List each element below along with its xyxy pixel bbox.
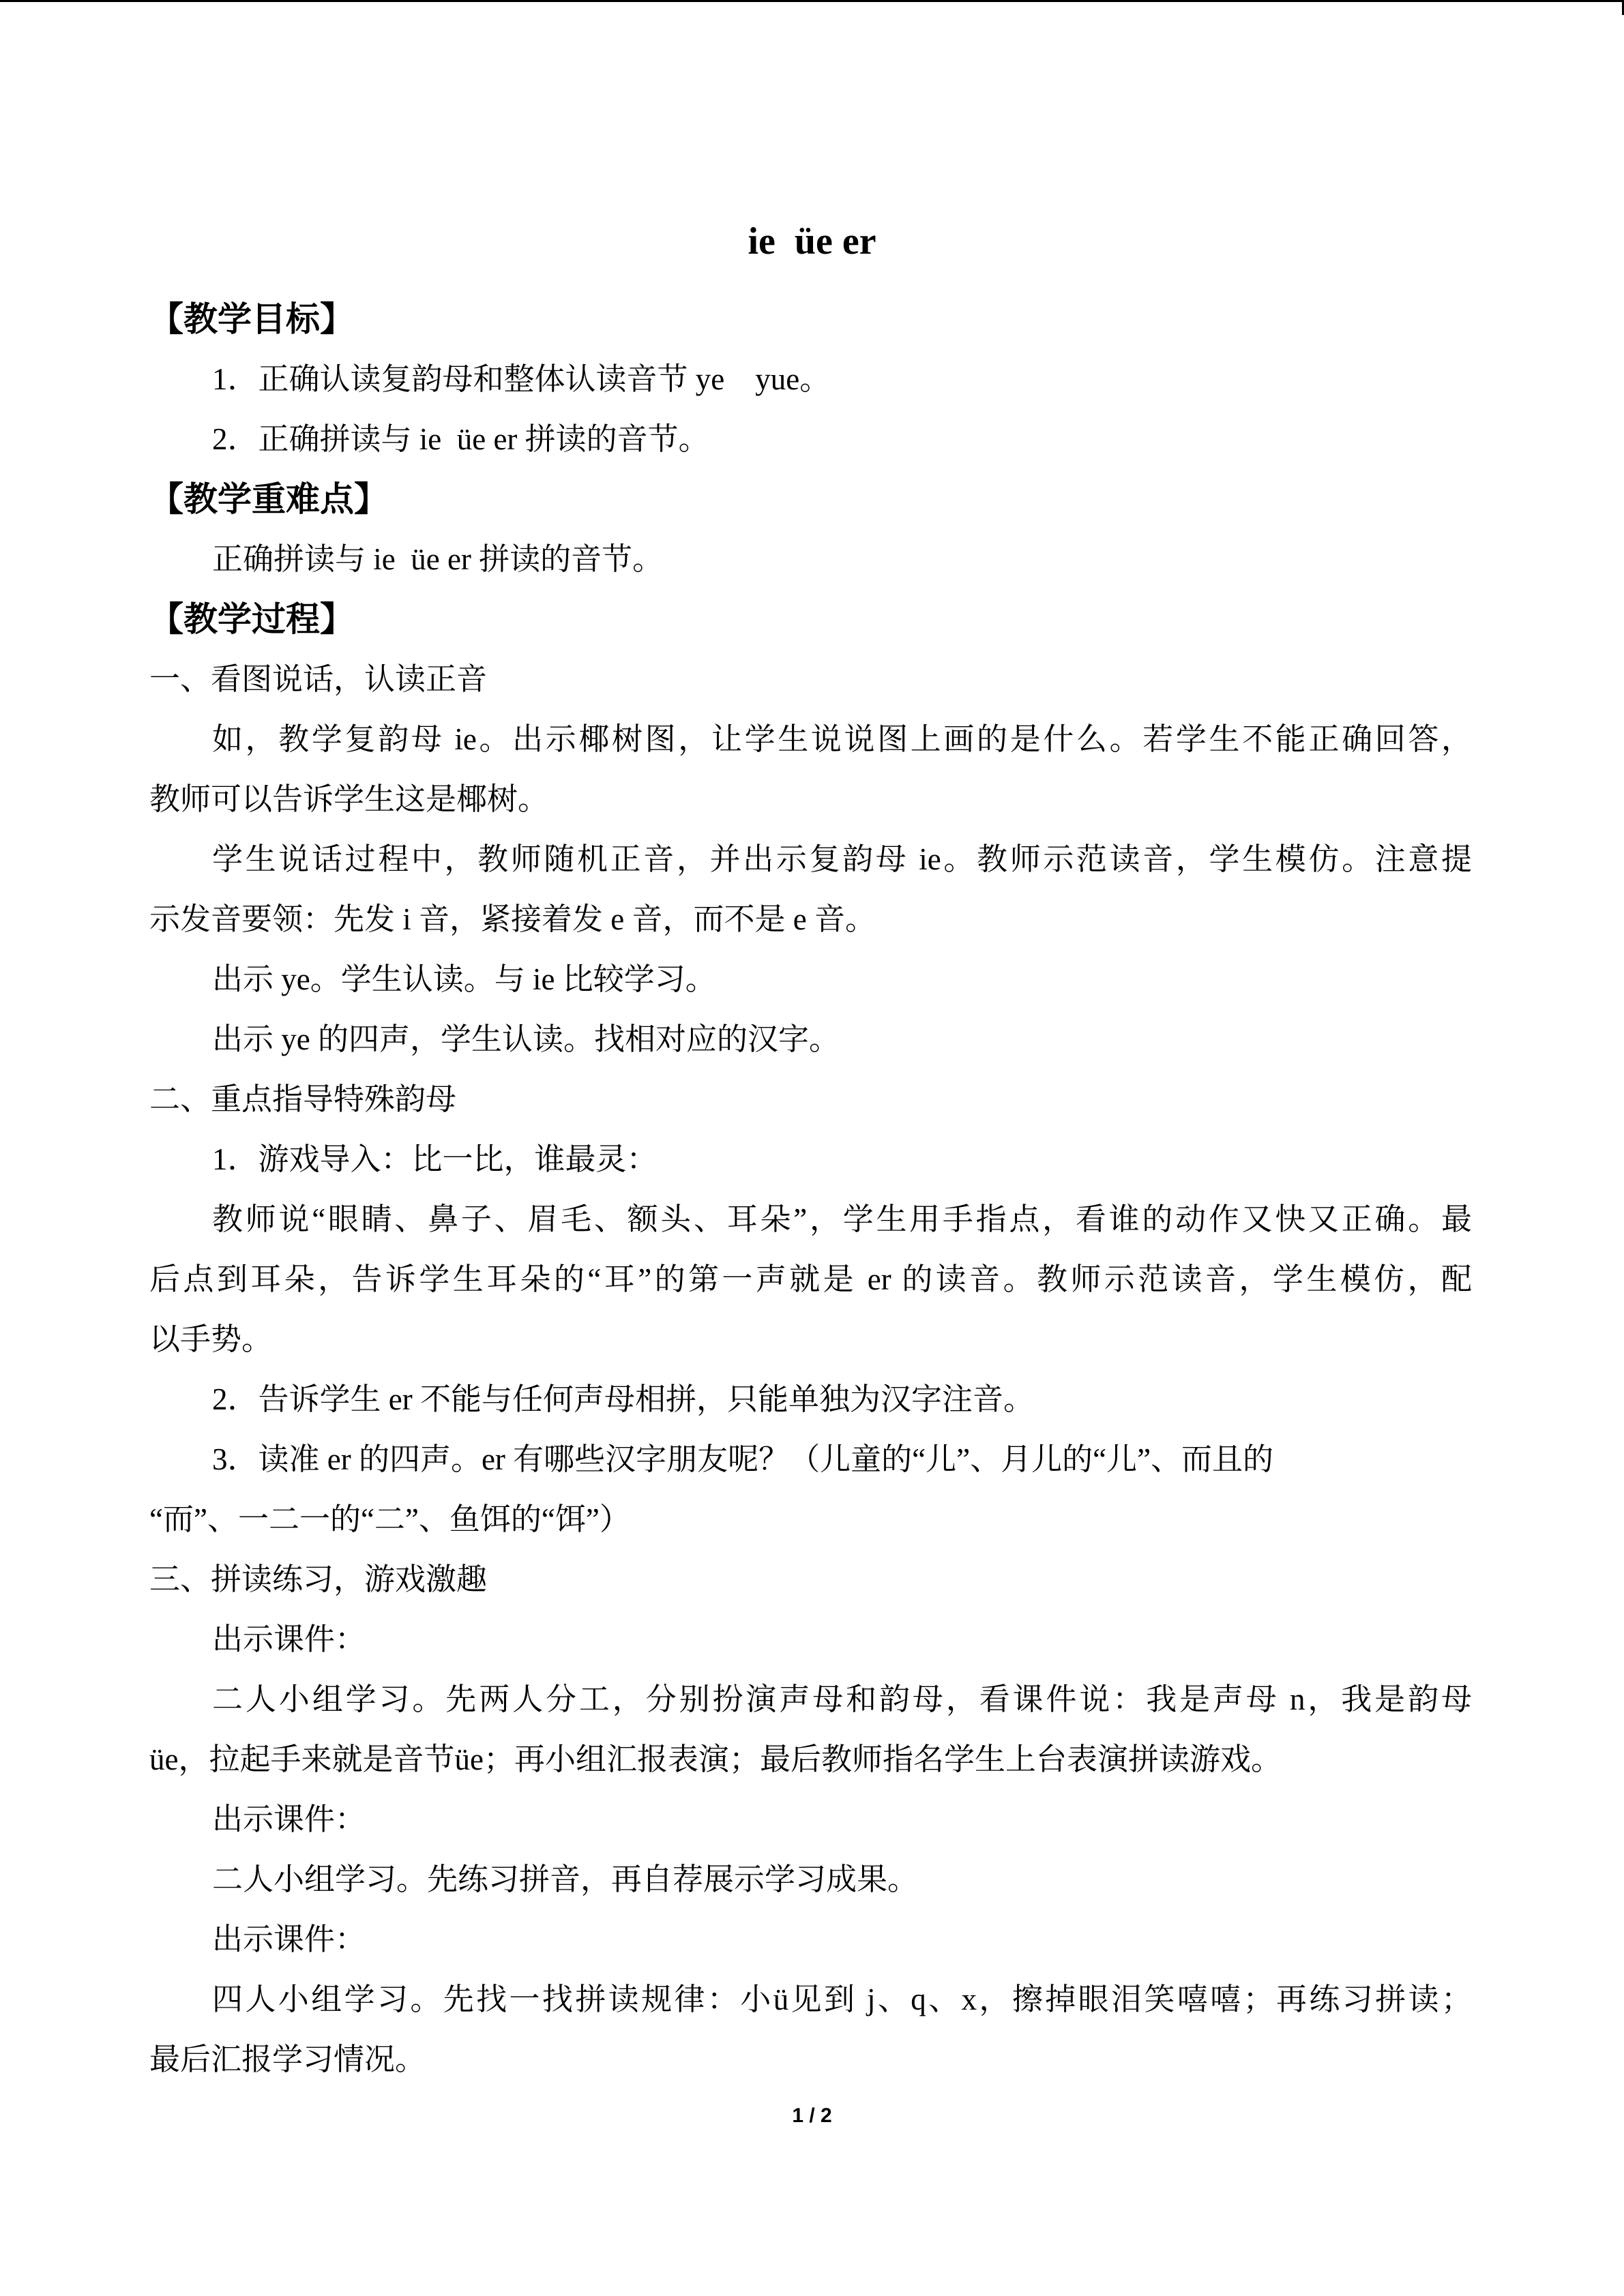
paragraph-line: 后点到耳朵，告诉学生耳朵的“耳”的第一声就是 er 的读音。教师示范读音，学生模仿，配 <box>149 1262 1472 1296</box>
paragraph-line: 1．游戏导入：比一比，谁最灵： <box>212 1142 658 1176</box>
document-body <box>149 289 1472 2089</box>
section-heading: 二、重点指导特殊韵母 <box>149 1082 457 1116</box>
paragraph-line: 二人小组学习。先两人分工，分别扮演声母和韵母，看课件说：我是声母 n，我是韵母 <box>212 1682 1472 1716</box>
paragraph-line: 教师说“眼睛、鼻子、眉毛、额头、耳朵”，学生用手指点，看谁的动作又快又正确。最 <box>212 1202 1472 1236</box>
heading-teaching-objectives: 【教学目标】 <box>149 299 354 339</box>
paragraph-line: 出示 ye。学生认读。与 ie 比较学习。 <box>212 962 716 996</box>
paragraph-line: 2．告诉学生 er 不能与任何声母相拼，只能单独为汉字注音。 <box>212 1382 1034 1416</box>
paragraph-line: 3．读准 er 的四声。er 有哪些汉字朋友呢？（儿童的“儿”、月儿的“儿”、而且的 <box>212 1442 1274 1476</box>
heading-teaching-process: 【教学过程】 <box>149 599 354 639</box>
paragraph-line: 学生说话过程中，教师随机正音，并出示复韵母 ie。教师示范读音，学生模仿。注意提 <box>212 842 1472 876</box>
heading-key-points: 【教学重难点】 <box>149 479 388 519</box>
paragraph-line: 二人小组学习。先练习拼音，再自荐展示学习成果。 <box>212 1862 919 1896</box>
objective-item: 2．正确拼读与 ie üe er 拼读的音节。 <box>212 422 709 456</box>
paragraph-line: 如，教学复韵母 ie。出示椰树图，让学生说说图上画的是什么。若学生不能正确回答， <box>212 722 1472 756</box>
paragraph-line: 出示课件： <box>212 1922 366 1956</box>
key-point-text: 正确拼读与 ie üe er 拼读的音节。 <box>212 542 664 576</box>
paragraph-line: “而”、一二一的“二”、鱼饵的“饵”） <box>149 1502 630 1536</box>
section-heading: 一、看图说话，认读正音 <box>149 662 488 696</box>
paragraph-line: 出示课件： <box>212 1622 366 1656</box>
page-number: 1 / 2 <box>792 2104 832 2127</box>
document-title: ie üe er <box>748 220 876 263</box>
objective-item: 1．正确认读复韵母和整体认读音节 ye yue。 <box>212 362 831 396</box>
paragraph-line: 四人小组学习。先找一找拼读规律：小ü见到 j、q、x，擦掉眼泪笑嘻嘻；再练习拼读； <box>212 1982 1472 2016</box>
paragraph-line: 出示课件： <box>212 1802 366 1836</box>
paragraph-line: 教师可以告诉学生这是椰树。 <box>149 782 549 816</box>
paragraph-line: 示发音要领：先发 i 音，紧接着发 e 音，而不是 e 音。 <box>149 902 876 936</box>
paragraph-line: 出示 ye 的四声，学生认读。找相对应的汉字。 <box>212 1022 840 1056</box>
paragraph-line: üe，拉起手来就是音节üe；再小组汇报表演；最后教师指名学生上台表演拼读游戏。 <box>149 1742 1282 1776</box>
page-border-top <box>0 0 1624 2</box>
paragraph-line: 最后汇报学习情况。 <box>149 2042 426 2076</box>
section-heading: 三、拼读练习，游戏激趣 <box>149 1562 488 1596</box>
paragraph-line: 以手势。 <box>149 1322 273 1356</box>
